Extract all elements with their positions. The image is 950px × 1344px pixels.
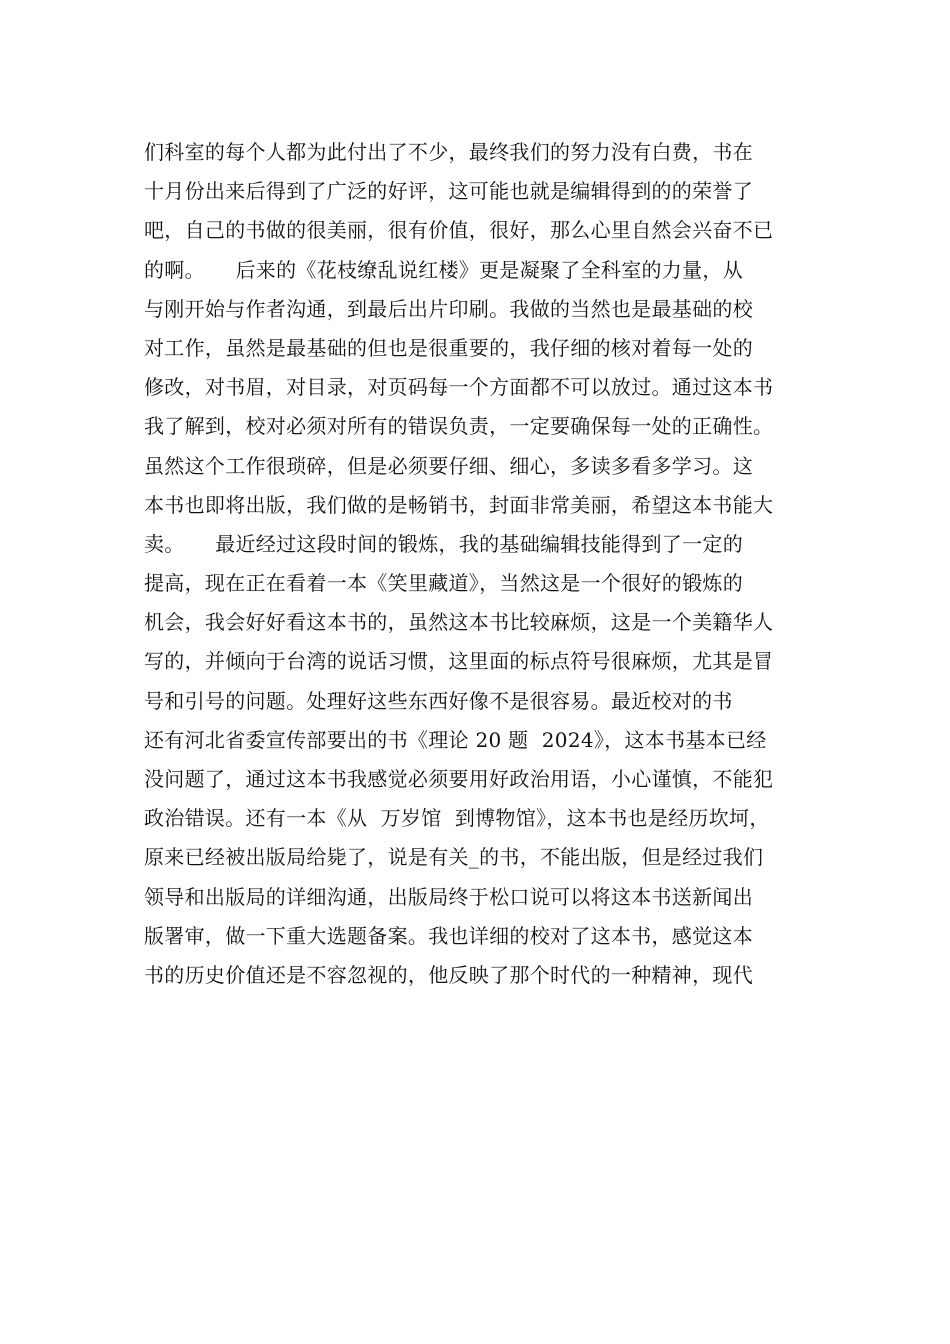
text-line: 写的，并倾向于台湾的说话习惯，这里面的标点符号很麻烦，尤其是冒	[144, 649, 774, 674]
text-line: 政治错误。还有一本《从 万岁馆 到博物馆》，这本书也是经历坎坷，	[144, 806, 770, 831]
text-line: 修改，对书眉，对目录，对页码每一个方面都不可以放过。通过这本书	[144, 375, 774, 400]
text-line: 没问题了，通过这本书我感觉必须要用好政治用语，小心谨慎，不能犯	[144, 767, 774, 791]
text-line: 还有河北省委宣传部要出的书《理论 20 题 2024》，这本书基本已经	[144, 727, 767, 752]
text-line: 与刚开始与作者沟通，到最后出片印刷。我做的当然也是最基础的校	[144, 296, 753, 321]
text-line: 对工作，虽然是最基础的但也是很重要的，我仔细的核对着每一处的	[144, 335, 753, 360]
text-line: 卖。 最近经过这段时间的锻炼，我的基础编辑技能得到了一定的	[144, 531, 743, 556]
text-line: 们科室的每个人都为此付出了不少，最终我们的努力没有白费，书在	[144, 140, 753, 164]
text-line: 提高，现在正在看着一本《笑里藏道》，当然这是一个很好的锻炼的	[144, 571, 743, 596]
text-line: 的啊。 后来的《花枝缭乱说红楼》更是凝聚了全科室的力量，从	[144, 257, 743, 282]
text-line: 原来已经被出版局给毙了，说是有关_的书，不能出版，但是经过我们	[144, 845, 764, 870]
text-line: 虽然这个工作很琐碎，但是必须要仔细、细心，多读多看多学习。这	[144, 453, 753, 478]
text-line: 吧，自己的书做的很美丽，很有价值，很好，那么心里自然会兴奋不已	[144, 218, 774, 243]
text-line: 版署审，做一下重大选题备案。我也详细的校对了这本书，感觉这本	[144, 923, 753, 948]
text-line: 本书也即将出版，我们做的是畅销书，封面非常美丽，希望这本书能大	[144, 492, 774, 517]
document-body	[144, 133, 824, 995]
text-line: 号和引号的问题。处理好这些东西好像不是很容易。最近校对的书	[144, 688, 733, 713]
text-line: 机会，我会好好看这本书的，虽然这本书比较麻烦，这是一个美籍华人	[144, 610, 774, 635]
text-line: 十月份出来后得到了广泛的好评，这可能也就是编辑得到的的荣誉了	[144, 179, 753, 204]
text-line: 书的历史价值还是不容忽视的，他反映了那个时代的一种精神，现代	[144, 962, 753, 987]
text-line: 领导和出版局的详细沟通，出版局终于松口说可以将这本书送新闻出	[144, 884, 753, 909]
text-line: 我了解到，校对必须对所有的错误负责，一定要确保每一处的正确性。	[144, 414, 774, 439]
